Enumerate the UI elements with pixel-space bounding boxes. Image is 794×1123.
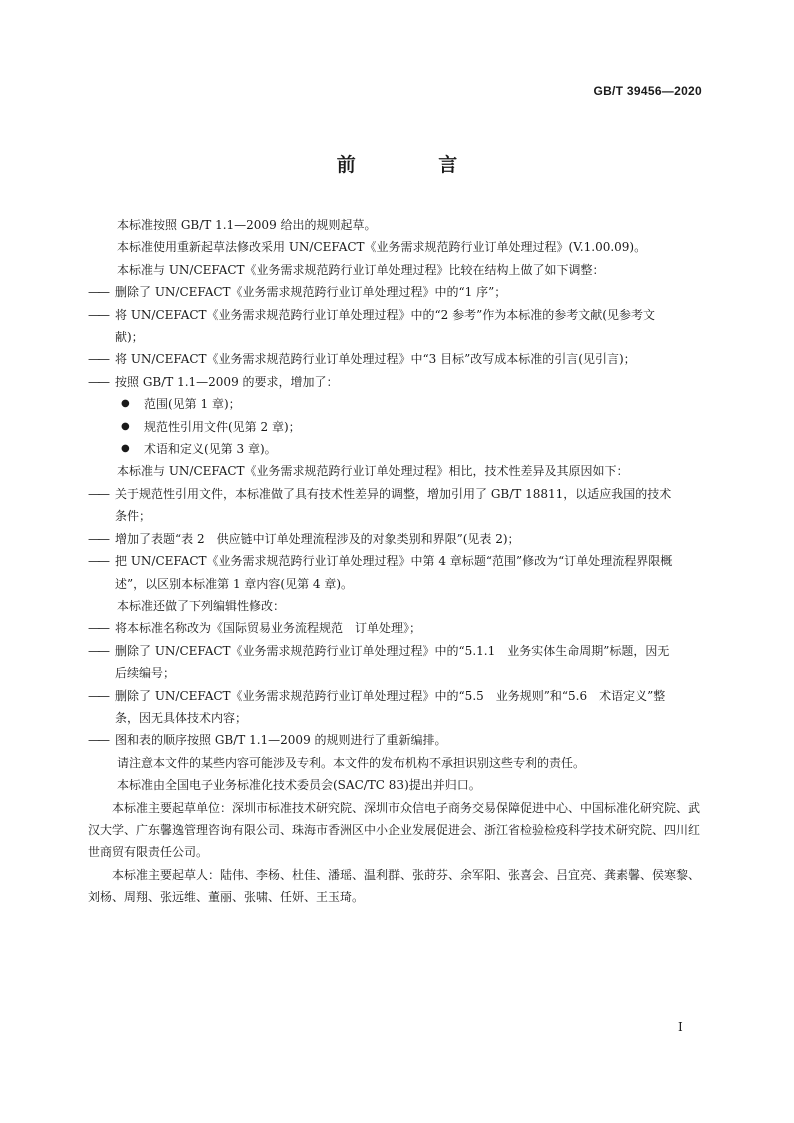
list-item bbox=[88, 685, 678, 730]
list-item-text: 删除了 UN/CEFACT《业务需求规范跨行业订单处理过程》中的“5.1.1 业务实体生命周期”标题，因无后续编号； bbox=[115, 643, 670, 681]
list-item bbox=[88, 371, 705, 393]
list-item bbox=[88, 640, 678, 685]
page-title: 前 言 bbox=[336, 154, 496, 176]
list-item bbox=[88, 729, 705, 751]
list-item-text: 按照 GB/T 1.1—2009 的要求，增加了： bbox=[115, 374, 339, 389]
list-item bbox=[117, 438, 705, 460]
list-item bbox=[88, 550, 678, 595]
list-item-text: 关于规范性引用文件，本标准做了具有技术性差异的调整，增加引用了 GB/T 18811，以适应我国的技术条件； bbox=[115, 486, 672, 524]
list-item bbox=[88, 281, 705, 303]
paragraph: 本标准由全国电子业务标准化技术委员会(SAC/TC 83)提出并归口。 bbox=[117, 778, 481, 793]
list-item-text: 将 UN/CEFACT《业务需求规范跨行业订单处理过程》中“3 目标”改写成本标准的引言(见引言)； bbox=[115, 352, 636, 367]
list-item bbox=[88, 304, 678, 349]
dash-mark: —— bbox=[88, 531, 108, 546]
paragraph: 本标准与 UN/CEFACT《业务需求规范跨行业订单处理过程》比较在结构上做了如下调整： bbox=[117, 262, 605, 277]
list-item-text: 将 UN/CEFACT《业务需求规范跨行业订单处理过程》中的“2 参考”作为本标准的参考文献(见参考文献)； bbox=[115, 307, 655, 345]
dash-mark: —— bbox=[88, 486, 108, 501]
dash-mark: —— bbox=[88, 554, 108, 569]
list-item-text: 范围(见第 1 章)； bbox=[144, 397, 241, 412]
list-item bbox=[88, 483, 678, 528]
dash-mark: —— bbox=[88, 688, 108, 703]
dash-mark: —— bbox=[88, 374, 108, 389]
dash-mark: —— bbox=[88, 643, 108, 658]
paragraph: 本标准使用重新起草法修改采用 UN/CEFACT《业务需求规范跨行业订单处理过程》(V.1.00.09)。 bbox=[117, 240, 647, 255]
list-item bbox=[88, 617, 705, 639]
bullet-mark: ● bbox=[121, 443, 130, 455]
paragraph: 本标准还做了下列编辑性修改： bbox=[117, 598, 286, 613]
foreword-body bbox=[88, 214, 705, 909]
list-item bbox=[88, 348, 678, 370]
bullet-mark: ● bbox=[121, 398, 130, 410]
list-item-text: 把 UN/CEFACT《业务需求规范跨行业订单处理过程》中第 4 章标题“范围”修改为“订单处理流程界限概述”，以区别本标准第 1 章内容(见第 4 章)。 bbox=[115, 554, 673, 591]
list-item-text: 增加了表题“表 2 供应链中订单处理流程涉及的对象类别和界限”(见表 2)； bbox=[115, 531, 520, 546]
drafting-units-paragraph: 本标准主要起草单位：深圳市标准技术研究院、深圳市众信电子商务交易保障促进中心、中国标准化研究院、武汉大学、广东馨逸管理咨询有限公司、珠海市香洲区中小企业发展促进会、浙江省检验检疫科学技术研究院、四川红世商贸有限责任公司。 bbox=[88, 800, 701, 860]
paragraph: 本标准按照 GB/T 1.1—2009 给出的规则起草。 bbox=[117, 218, 377, 232]
list-item-text: 术语和定义(见第 3 章)。 bbox=[144, 442, 277, 457]
list-item-text: 图和表的顺序按照 GB/T 1.1—2009 的规则进行了重新编排。 bbox=[115, 733, 447, 748]
list-item bbox=[117, 416, 705, 438]
list-item-text: 删除了 UN/CEFACT《业务需求规范跨行业订单处理过程》中的“5.5 业务规则”和“5.6 术语定义”整条，因无具体技术内容； bbox=[115, 688, 666, 725]
list-item-text: 删除了 UN/CEFACT《业务需求规范跨行业订单处理过程》中的“1 序”； bbox=[115, 285, 507, 300]
list-item-text: 将本标准名称改为《国际贸易业务流程规范 订单处理》； bbox=[115, 621, 422, 636]
drafters-paragraph: 本标准主要起草人：陆伟、李杨、杜佳、潘瑶、温利群、张莳芬、余军阳、张喜会、吕宜亮、龚素馨、侯寒黎、刘杨、周翔、张远维、董丽、张啸、任妍、王玉琦。 bbox=[88, 867, 701, 905]
dash-mark: —— bbox=[88, 307, 108, 322]
bullet-mark: ● bbox=[121, 420, 130, 432]
page-number: I bbox=[678, 1020, 683, 1034]
list-item-text: 规范性引用文件(见第 2 章)； bbox=[144, 419, 301, 434]
paragraph: 本标准与 UN/CEFACT《业务需求规范跨行业订单处理过程》相比，技术性差异及其原因如下： bbox=[117, 464, 629, 479]
standard-number: GB/T 39456—2020 bbox=[593, 84, 702, 98]
list-item bbox=[117, 393, 705, 415]
paragraph: 请注意本文件的某些内容可能涉及专利。本文件的发布机构不承担识别这些专利的责任。 bbox=[117, 755, 586, 770]
dash-mark: —— bbox=[88, 352, 108, 367]
dash-mark: —— bbox=[88, 621, 108, 636]
list-item bbox=[88, 528, 705, 550]
dash-mark: —— bbox=[88, 733, 108, 748]
dash-mark: —— bbox=[88, 285, 108, 300]
